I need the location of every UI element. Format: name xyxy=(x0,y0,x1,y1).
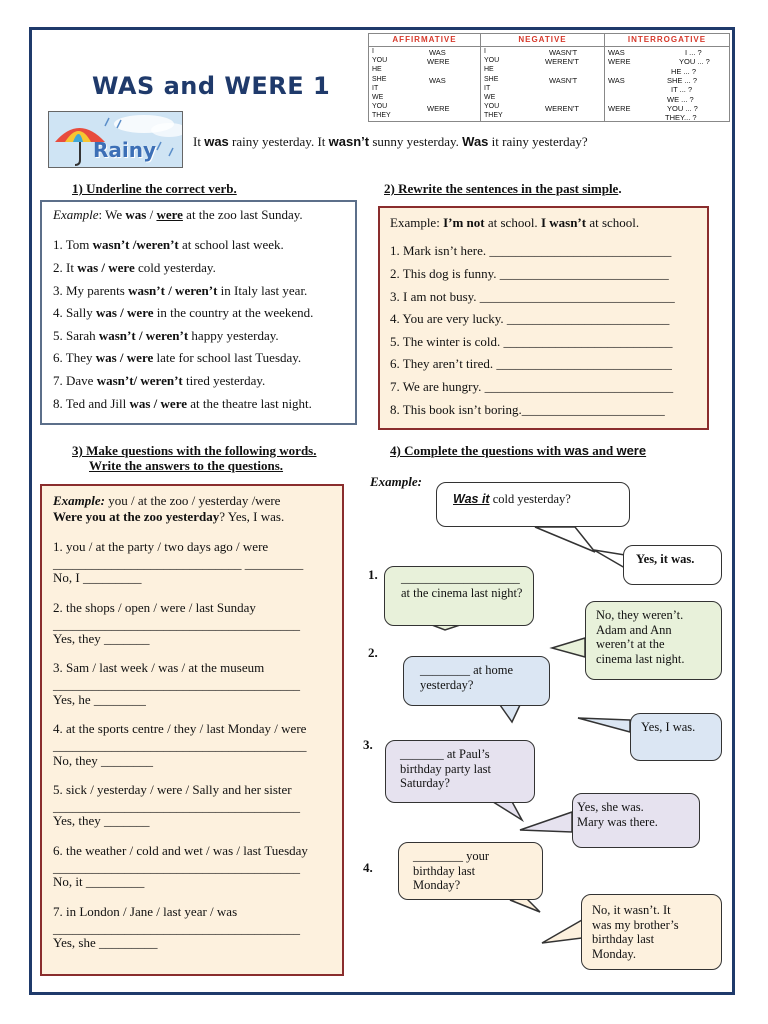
example-bold: I’m not xyxy=(443,215,485,230)
item-text: 5. Sarah xyxy=(53,328,99,343)
ex1-item xyxy=(53,305,313,321)
ex2-heading xyxy=(384,181,622,197)
q-number: 4. xyxy=(363,860,373,875)
bubble-line: birthday last xyxy=(592,932,655,946)
example-text: at the zoo last Sunday. xyxy=(182,207,303,222)
verb-choice[interactable]: wasn’t /weren’t xyxy=(92,237,179,252)
bubble-line: yesterday? xyxy=(420,677,474,692)
aff-verb: WERE xyxy=(427,104,450,113)
interrogative-column xyxy=(604,34,729,121)
aff-verb: WAS xyxy=(429,48,446,57)
ex1-item xyxy=(53,373,265,389)
example-text: : We xyxy=(98,207,126,222)
neg-verb: WEREN'T xyxy=(545,104,579,113)
rainy-label: Rainy xyxy=(93,138,157,162)
intro-was-q: Was xyxy=(462,134,489,149)
example-was-it: Was it xyxy=(453,492,490,506)
ex3-answer[interactable]: Yes, he ________ xyxy=(53,692,146,707)
ex2-item[interactable]: 2. This dog is funny. __________________________ xyxy=(390,266,669,281)
ex2-example xyxy=(390,215,639,231)
bubble-line: Mary was there. xyxy=(577,814,658,829)
ex3-answer-line[interactable]: ______________________________________ xyxy=(53,617,300,632)
item-text: 3. My parents xyxy=(53,283,129,298)
q-number: 1. xyxy=(368,567,378,582)
ex4-heading xyxy=(390,443,646,459)
example-was: was xyxy=(125,207,147,222)
int-verb: WAS xyxy=(608,48,625,57)
item-text: at school last week. xyxy=(178,237,284,252)
aff-subject: I xyxy=(372,48,374,55)
intro-text: It xyxy=(193,134,205,149)
interrogative-header: INTERROGATIVE xyxy=(605,34,729,47)
example-label: Example: xyxy=(53,493,105,508)
aff-verb: WERE xyxy=(427,57,450,66)
intro-text: sunny yesterday. xyxy=(369,134,463,149)
ex1-item xyxy=(53,350,301,366)
example-text: at school. xyxy=(484,215,541,230)
ex3-answer-line[interactable]: ______________________________________ xyxy=(53,860,300,875)
aff-verb: WAS xyxy=(429,76,446,85)
example-label: Example xyxy=(53,207,99,222)
item-text: in the country at the weekend. xyxy=(153,305,314,320)
ex2-item[interactable]: 1. Mark isn’t here. ____________________________ xyxy=(390,243,672,258)
neg-subject: I xyxy=(484,48,486,55)
ex4-heading-text: and xyxy=(589,443,617,458)
answer-bubble-1 xyxy=(585,601,722,680)
bubble-line: at the cinema last night? xyxy=(401,585,523,600)
example-answer: Were you at the zoo yesterday xyxy=(53,509,220,524)
ex3-answer[interactable]: No, I _________ xyxy=(53,570,142,585)
question-bubble-3[interactable] xyxy=(385,740,535,803)
affirmative-list xyxy=(369,47,480,121)
ex3-box xyxy=(40,484,344,976)
int-verb: WAS xyxy=(608,76,625,85)
aff-subject: YOU xyxy=(372,57,388,65)
ex3-example xyxy=(53,493,280,509)
item-text: 7. Dave xyxy=(53,373,97,388)
ex2-item[interactable]: 3. I am not busy. ______________________________ xyxy=(390,289,675,304)
neg-verb: WASN'T xyxy=(549,48,578,57)
answer-bubble-3 xyxy=(572,793,700,848)
ex4-heading-text: 4) Complete the questions with xyxy=(390,443,565,458)
bubble-line: No, it wasn’t. It xyxy=(592,903,671,917)
int-subject: I ... ? xyxy=(685,48,702,57)
intro-sentence xyxy=(193,134,588,150)
bubble-line: ________ your xyxy=(413,849,490,863)
ex3-prompt: 7. in London / Jane / last year / was xyxy=(53,904,238,919)
item-text: 2. It xyxy=(53,260,78,275)
page-title: WAS and WERE 1 xyxy=(92,72,331,100)
item-text: happy yesterday. xyxy=(188,328,279,343)
ex3-answer[interactable]: Yes, they _______ xyxy=(53,813,150,828)
negative-header: NEGATIVE xyxy=(481,34,604,47)
ex3-answer[interactable]: Yes, she _________ xyxy=(53,935,158,950)
bubble-line: weren’t at the xyxy=(596,637,665,651)
aff-subject: SHE xyxy=(372,75,387,83)
intro-text: it rainy yesterday? xyxy=(488,134,588,149)
ex4-example-label: Example: xyxy=(370,474,422,489)
ex4-example-answer-bubble: Yes, it was. xyxy=(623,545,722,585)
neg-subject: THEY xyxy=(484,112,503,120)
ex1-example xyxy=(53,207,303,223)
example-text: you / at the zoo / yesterday /were xyxy=(105,493,281,508)
ex4-heading-was: was xyxy=(564,443,589,458)
int-subject: THEY... ? xyxy=(665,113,697,122)
int-subject: YOU ... ? xyxy=(679,57,710,66)
ex3-heading-line2: Write the answers to the questions. xyxy=(89,458,284,473)
int-subject: HE ... ? xyxy=(671,67,697,76)
example-text: ? Yes, I was. xyxy=(219,509,285,524)
neg-subject: WE xyxy=(484,94,496,102)
ex3-answer-line[interactable]: ______________________________________ xyxy=(53,799,300,814)
bubble-line: Monday? xyxy=(413,878,461,892)
aff-subject: WE xyxy=(372,94,384,102)
bubble-line: birthday last xyxy=(413,863,476,878)
ex1-item xyxy=(53,328,279,344)
item-text: 6. They xyxy=(53,350,96,365)
example-bold: I wasn’t xyxy=(540,215,587,230)
ex1-item xyxy=(53,237,284,253)
ex4-example-question-bubble xyxy=(436,482,630,527)
bubble-line: Yes, she was. xyxy=(577,800,644,814)
ex3-prompt: 3. Sam / last week / was / at the museum xyxy=(53,660,265,675)
item-text: at the theatre last night. xyxy=(187,396,312,411)
ex1-item xyxy=(53,396,312,412)
ex3-answer[interactable]: No, it _________ xyxy=(53,874,145,889)
intro-wasnt: wasn’t xyxy=(328,134,370,149)
ex1-box xyxy=(40,200,357,425)
int-subject: IT ... ? xyxy=(671,85,693,94)
question-bubble-1[interactable] xyxy=(384,566,534,626)
ex1-heading: 1) Underline the correct verb. xyxy=(72,181,237,196)
ex4-heading-were: were xyxy=(616,443,647,458)
q-number: 2. xyxy=(368,645,378,660)
negative-list xyxy=(481,47,604,121)
neg-verb: WEREN'T xyxy=(545,57,579,66)
rainy-picture xyxy=(48,111,183,168)
verb-choice[interactable]: wasn’t / weren’t xyxy=(98,328,189,343)
ex3-prompt: 2. the shops / open / were / last Sunday xyxy=(53,600,256,615)
verb-choice[interactable]: was / were xyxy=(77,260,135,275)
ex3-answer-line[interactable]: ______________________________________ xyxy=(53,921,300,936)
item-text: late for school last Tuesday. xyxy=(153,350,302,365)
verb-choice[interactable]: was / were xyxy=(129,396,188,411)
bubble-line: ___________________ xyxy=(401,571,520,585)
example-text: at school. xyxy=(586,215,640,230)
intro-text: rainy yesterday. It xyxy=(228,134,329,149)
item-text: 8. Ted and Jill xyxy=(53,396,130,411)
answer-bubble-4 xyxy=(581,894,722,970)
intro-was: was xyxy=(204,134,229,149)
ex2-item[interactable]: 4. You are very lucky. _________________________ xyxy=(390,311,670,326)
item-text: tired yesterday. xyxy=(182,373,266,388)
neg-subject: HE xyxy=(484,66,494,74)
example-were: were xyxy=(156,207,183,222)
neg-subject: IT xyxy=(484,84,491,92)
bubble-line: birthday party last xyxy=(400,761,491,776)
aff-subject: YOU xyxy=(372,103,388,111)
example-question-text: cold yesterday? xyxy=(489,492,571,506)
verb-choice[interactable]: was / were xyxy=(95,305,154,320)
verb-choice[interactable]: wasn’t/ weren’t xyxy=(96,373,183,388)
int-subject: YOU ... ? xyxy=(667,104,698,113)
neg-subject: SHE xyxy=(484,75,499,83)
ex1-item xyxy=(53,260,216,276)
bubble-line: cinema last night. xyxy=(596,651,685,666)
bubble-line: ________ at home xyxy=(420,663,514,677)
ex3-prompt: 4. at the sports centre / they / last Monday / were xyxy=(53,721,307,736)
ex3-answer[interactable]: Yes, they _______ xyxy=(53,631,150,646)
ex3-answer-line[interactable]: _______________________________________ xyxy=(53,738,307,753)
ex2-item[interactable]: 7. We are hungry. _____________________________ xyxy=(390,379,674,394)
ex2-heading-text: 2) Rewrite the sentences in the past simple xyxy=(384,181,619,196)
ex3-heading-line1: 3) Make questions with the following words. xyxy=(72,443,317,458)
bubble-line: Monday. xyxy=(592,946,636,961)
bubble-line: No, they weren’t. xyxy=(596,608,684,622)
answer-bubble-2 xyxy=(630,713,722,761)
ex2-heading-dot: . xyxy=(618,181,622,196)
question-bubble-2[interactable] xyxy=(403,656,550,706)
ex1-item xyxy=(53,283,307,299)
negative-column xyxy=(480,34,604,121)
bubble-line: Yes, I was. xyxy=(641,720,696,734)
neg-subject: YOU xyxy=(484,103,500,111)
ex3-prompt: 5. sick / yesterday / were / Sally and her sister xyxy=(53,782,292,797)
aff-subject: IT xyxy=(372,84,379,92)
int-subject: SHE ... ? xyxy=(667,76,698,85)
example-text: Example: xyxy=(390,215,444,230)
aff-subject: THEY xyxy=(372,112,391,120)
bubble-line: _______ at Paul’s xyxy=(400,747,490,761)
neg-verb: WASN'T xyxy=(549,76,578,85)
ex3-answer[interactable]: No, they ________ xyxy=(53,753,154,768)
neg-subject: YOU xyxy=(484,57,500,65)
item-text: 4. Sally xyxy=(53,305,96,320)
example-text: / xyxy=(146,207,157,222)
grammar-table xyxy=(368,33,730,122)
item-text: cold yesterday. xyxy=(134,260,216,275)
verb-choice[interactable]: wasn’t / weren’t xyxy=(128,283,218,298)
item-text: in Italy last year. xyxy=(217,283,308,298)
question-bubble-4[interactable] xyxy=(398,842,543,900)
ex3-prompt: 6. the weather / cold and wet / was / last Tuesday xyxy=(53,843,308,858)
ex3-prompt: 1. you / at the party / two days ago / were xyxy=(53,539,269,554)
int-verb: WERE xyxy=(608,104,631,113)
q-number: 3. xyxy=(363,737,373,752)
ex2-item[interactable]: 8. This book isn’t boring.______________________ xyxy=(390,402,665,417)
ex3-answer-line[interactable]: _____________________________ _________ xyxy=(53,556,304,571)
ex2-item[interactable]: 5. The winter is cold. __________________________ xyxy=(390,334,673,349)
affirmative-header: AFFIRMATIVE xyxy=(369,34,480,47)
ex2-item[interactable]: 6. They aren’t tired. ___________________________ xyxy=(390,356,672,371)
int-subject: WE ... ? xyxy=(667,95,694,104)
bubble-line: was my brother’s xyxy=(592,917,679,932)
item-text: 1. Tom xyxy=(53,237,93,252)
ex3-example-answer xyxy=(53,509,284,525)
int-verb: WERE xyxy=(608,57,631,66)
ex2-box xyxy=(378,206,709,430)
bubble-line: Adam and Ann xyxy=(596,622,672,637)
affirmative-column xyxy=(369,34,480,121)
bubble-line: Saturday? xyxy=(400,776,450,790)
aff-subject: HE xyxy=(372,66,382,74)
verb-choice[interactable]: was / were xyxy=(95,350,154,365)
ex3-answer-line[interactable]: ______________________________________ xyxy=(53,677,300,692)
